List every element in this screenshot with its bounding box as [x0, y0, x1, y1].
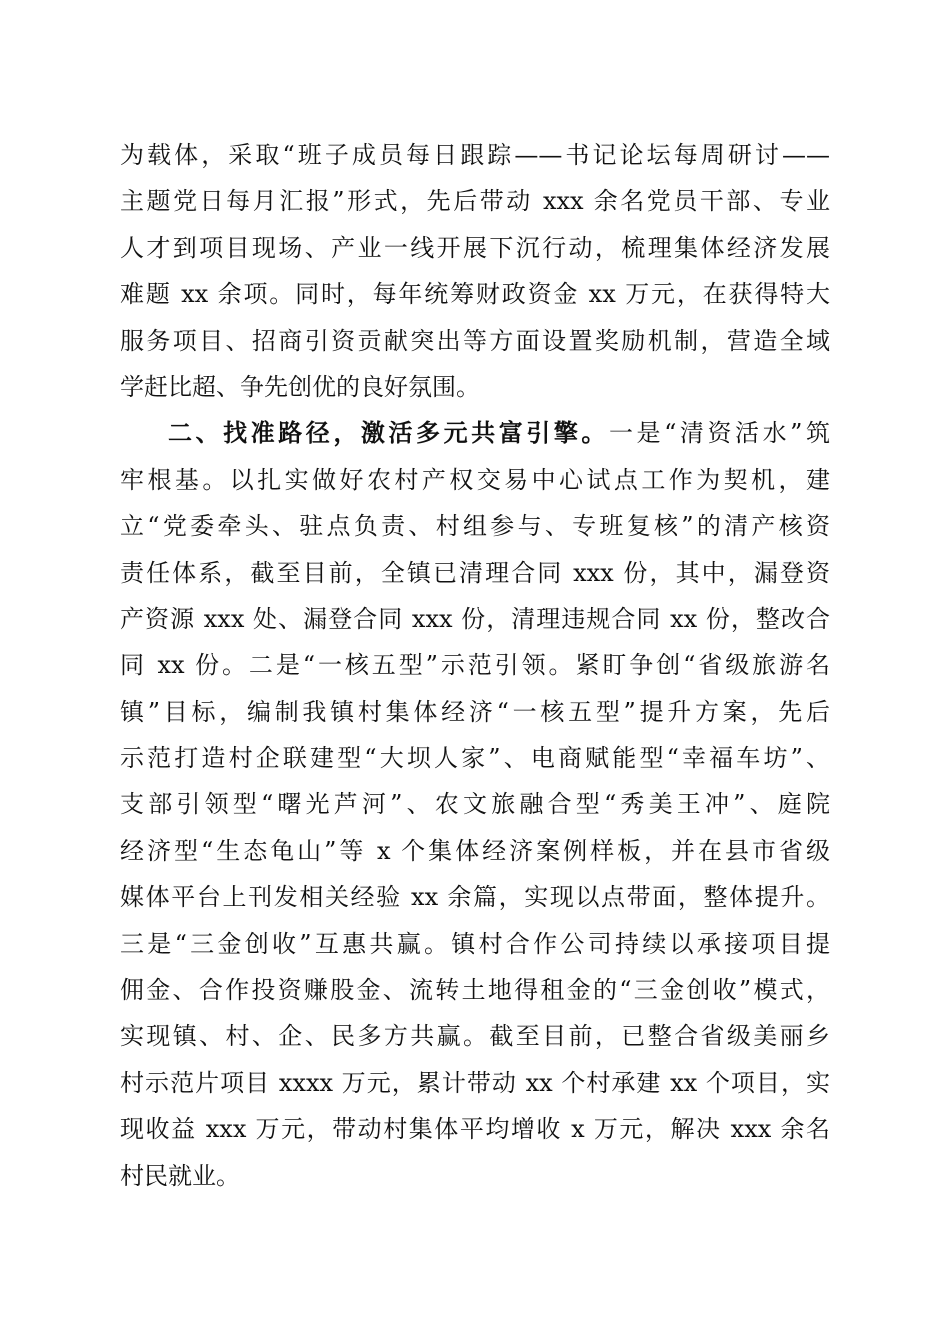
- text-line: 为载体，采取“班子成员每日跟踪——书记论坛每周研讨——: [120, 141, 830, 169]
- text-line: 经济型“生态龟山”等 x 个集体经济案例样板，并在县市省级: [120, 836, 830, 865]
- paragraph-2: [120, 410, 830, 1199]
- text-line: 支部引领型“曙光芦河”、农文旅融合型“秀美王冲”、庭院: [120, 790, 830, 819]
- text-line: 难题 xx 余项。同时，每年统筹财政资金 xx 万元，在获得特大: [120, 280, 830, 309]
- text-line: 村示范片项目 xxxx 万元，累计带动 xx 个村承建 xx 个项目，实: [120, 1068, 830, 1097]
- text-line: 媒体平台上刊发相关经验 xx 余篇，实现以点带面，整体提升。: [120, 883, 830, 912]
- text-line: 立“党委牵头、驻点负责、村组参与、专班复核”的清产核资: [120, 512, 830, 541]
- text-line: 责任体系，截至目前，全镇已清理合同 xxx 份，其中，漏登资: [120, 558, 830, 587]
- text-line: 镇”目标，编制我镇村集体经济“一核五型”提升方案，先后: [120, 697, 830, 726]
- document-page: [120, 132, 830, 1199]
- text-line: 佣金、合作投资赚股金、流转土地得租金的“三金创收”模式，: [120, 976, 830, 1005]
- text-line: 三是“三金创收”互惠共赢。镇村合作公司持续以承接项目提: [120, 929, 830, 958]
- text-line: 实现镇、村、企、民多方共赢。截至目前，已整合省级美丽乡: [120, 1022, 830, 1051]
- text-run: 一是“清资活水”筑: [608, 419, 830, 448]
- text-line: 同 xx 份。二是“一核五型”示范引领。紧盯争创“省级旅游名: [120, 651, 830, 680]
- text-line: [120, 410, 830, 456]
- text-line: 牢根基。以扎实做好农村产权交易中心试点工作为契机，建: [120, 465, 830, 494]
- text-line: 示范打造村企联建型“大坝人家”、电商赋能型“幸福车坊”、: [120, 744, 830, 773]
- text-line: 现收益 xxx 万元，带动村集体平均增收 x 万元，解决 xxx 余名: [120, 1115, 830, 1144]
- text-line: 产资源 xxx 处、漏登合同 xxx 份，清理违规合同 xx 份，整改合: [120, 604, 830, 633]
- section-heading: 二、找准路径，激活多元共富引擎。: [168, 419, 609, 448]
- text-line: 服务项目、招商引资贡献突出等方面设置奖励机制，营造全域: [120, 326, 830, 355]
- text-line: 村民就业。: [120, 1161, 240, 1190]
- text-line: 人才到项目现场、产业一线开展下沉行动，梳理集体经济发展: [120, 233, 830, 262]
- text-line: 学赶比超、争先创优的良好氛围。: [120, 372, 480, 401]
- text-line: 主题党日每月汇报”形式，先后带动 xxx 余名党员干部、专业: [120, 187, 830, 216]
- paragraph-1: [120, 132, 830, 410]
